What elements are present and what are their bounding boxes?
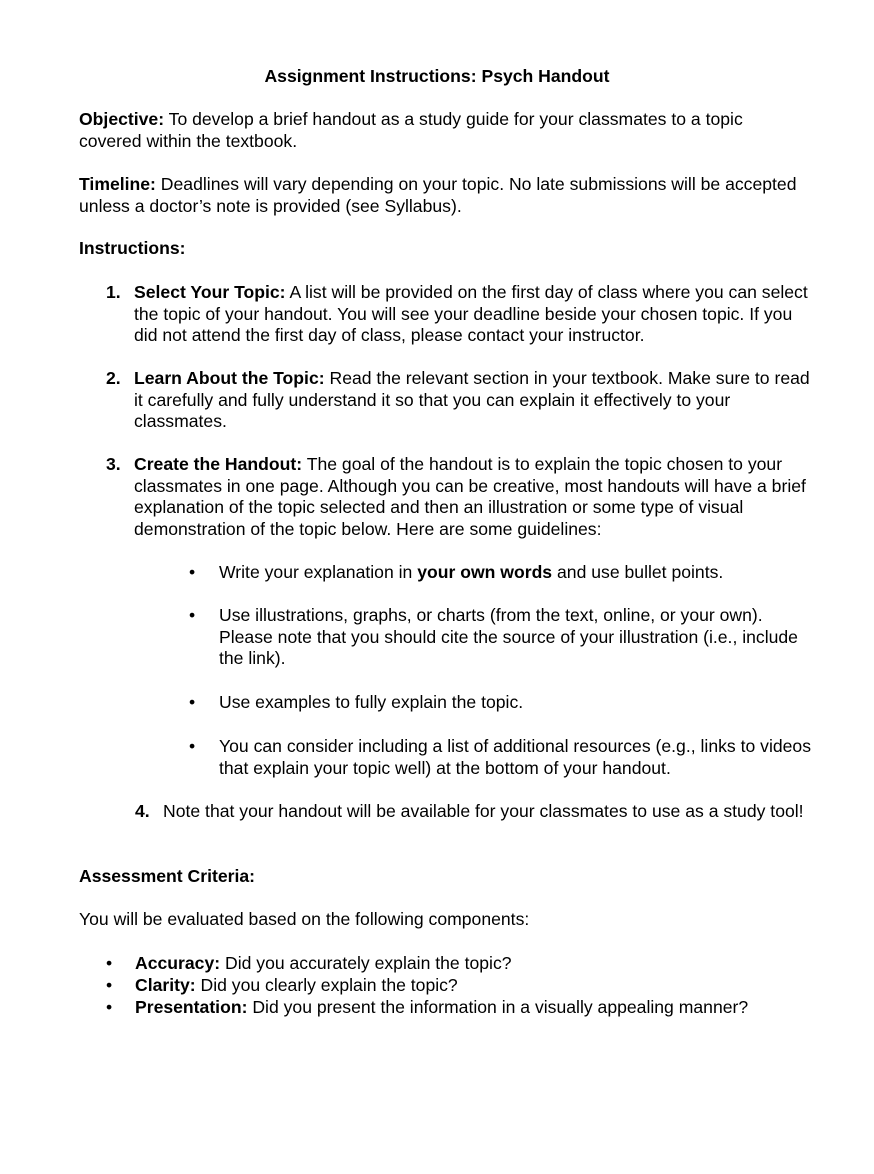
bullet-icon: • bbox=[189, 692, 196, 712]
objective-text: To develop a brief handout as a study guide for your classmates to a topic covered within the textbook. bbox=[79, 109, 743, 151]
guideline-item bbox=[189, 692, 819, 714]
step-item bbox=[106, 368, 814, 433]
step-item bbox=[135, 801, 813, 823]
bullet-icon: • bbox=[189, 736, 196, 756]
step-label: Learn About the Topic: bbox=[134, 368, 325, 388]
guideline-item bbox=[189, 605, 819, 670]
assessment-heading-text: Assessment Criteria: bbox=[79, 866, 256, 886]
step-text: The goal of the handout is to explain the topic chosen to your classmates in one page. Although you can be creative, most handouts will have a brief explanation of the topic selected and then an illustration or some type of visual demonstration of the topic below. Here are some guidelines: bbox=[134, 454, 806, 539]
timeline-label: Timeline: bbox=[79, 174, 156, 194]
instructions-heading bbox=[79, 238, 809, 260]
step-item bbox=[106, 282, 814, 347]
assessment-intro: You will be evaluated based on the following components: bbox=[79, 909, 530, 929]
timeline-text: Deadlines will vary depending on your topic. No late submissions will be accepted unless a doctor’s note is provided (see Syllabus). bbox=[79, 174, 797, 216]
bullet-icon: • bbox=[106, 975, 113, 995]
step-number: 1. bbox=[106, 282, 121, 302]
bullet-icon: • bbox=[106, 997, 113, 1017]
guideline-text: Write your explanation in bbox=[219, 562, 418, 582]
criteria-label: Presentation: bbox=[135, 997, 248, 1017]
step-label: Create the Handout: bbox=[134, 454, 303, 474]
guideline-text: Use examples to fully explain the topic. bbox=[219, 692, 524, 712]
guideline-text: Use illustrations, graphs, or charts (from the text, online, or your own). Please note that you should cite the source of your illustration (i.e., include the link). bbox=[219, 605, 798, 669]
criteria-item bbox=[106, 997, 815, 1019]
guideline-text: and use bullet points. bbox=[552, 562, 724, 582]
bullet-icon: • bbox=[106, 953, 113, 973]
objective-label: Objective: bbox=[79, 109, 165, 129]
step-label: Select Your Topic: bbox=[134, 282, 286, 302]
step-number: 2. bbox=[106, 368, 121, 388]
criteria-text: Did you accurately explain the topic? bbox=[220, 953, 512, 973]
step-number: 3. bbox=[106, 454, 121, 474]
criteria-item bbox=[106, 953, 815, 975]
criteria-label: Accuracy: bbox=[135, 953, 221, 973]
page-title: Assignment Instructions: Psych Handout bbox=[264, 66, 610, 86]
guideline-item bbox=[189, 562, 819, 584]
guideline-item bbox=[189, 736, 819, 779]
step-number: 4. bbox=[135, 801, 150, 821]
step-item bbox=[106, 454, 814, 540]
step-text: Read the relevant section in your textbook. Make sure to read it carefully and fully understand it so that you can explain it effectively to your classmates. bbox=[134, 368, 810, 432]
bullet-icon: • bbox=[189, 605, 196, 625]
bullet-icon: • bbox=[189, 562, 196, 582]
criteria-text: Did you clearly explain the topic? bbox=[195, 975, 458, 995]
criteria-text: Did you present the information in a visually appealing manner? bbox=[247, 997, 749, 1017]
criteria-label: Clarity: bbox=[135, 975, 196, 995]
guideline-emphasis: your own words bbox=[417, 562, 553, 582]
timeline-paragraph bbox=[79, 174, 809, 217]
step-text: Note that your handout will be available for your classmates to use as a study tool! bbox=[163, 801, 804, 821]
criteria-item bbox=[106, 975, 815, 997]
instructions-heading-text: Instructions: bbox=[79, 238, 186, 258]
step-text: A list will be provided on the first day of class where you can select the topic of your handout. You will see your deadline beside your chosen topic. If you did not attend the first day of class, please contact your instructor. bbox=[134, 282, 808, 346]
guideline-text: You can consider including a list of additional resources (e.g., links to videos that explain your topic well) at the bottom of your handout. bbox=[219, 736, 812, 778]
objective-paragraph bbox=[79, 109, 809, 152]
assessment-heading bbox=[79, 866, 809, 888]
